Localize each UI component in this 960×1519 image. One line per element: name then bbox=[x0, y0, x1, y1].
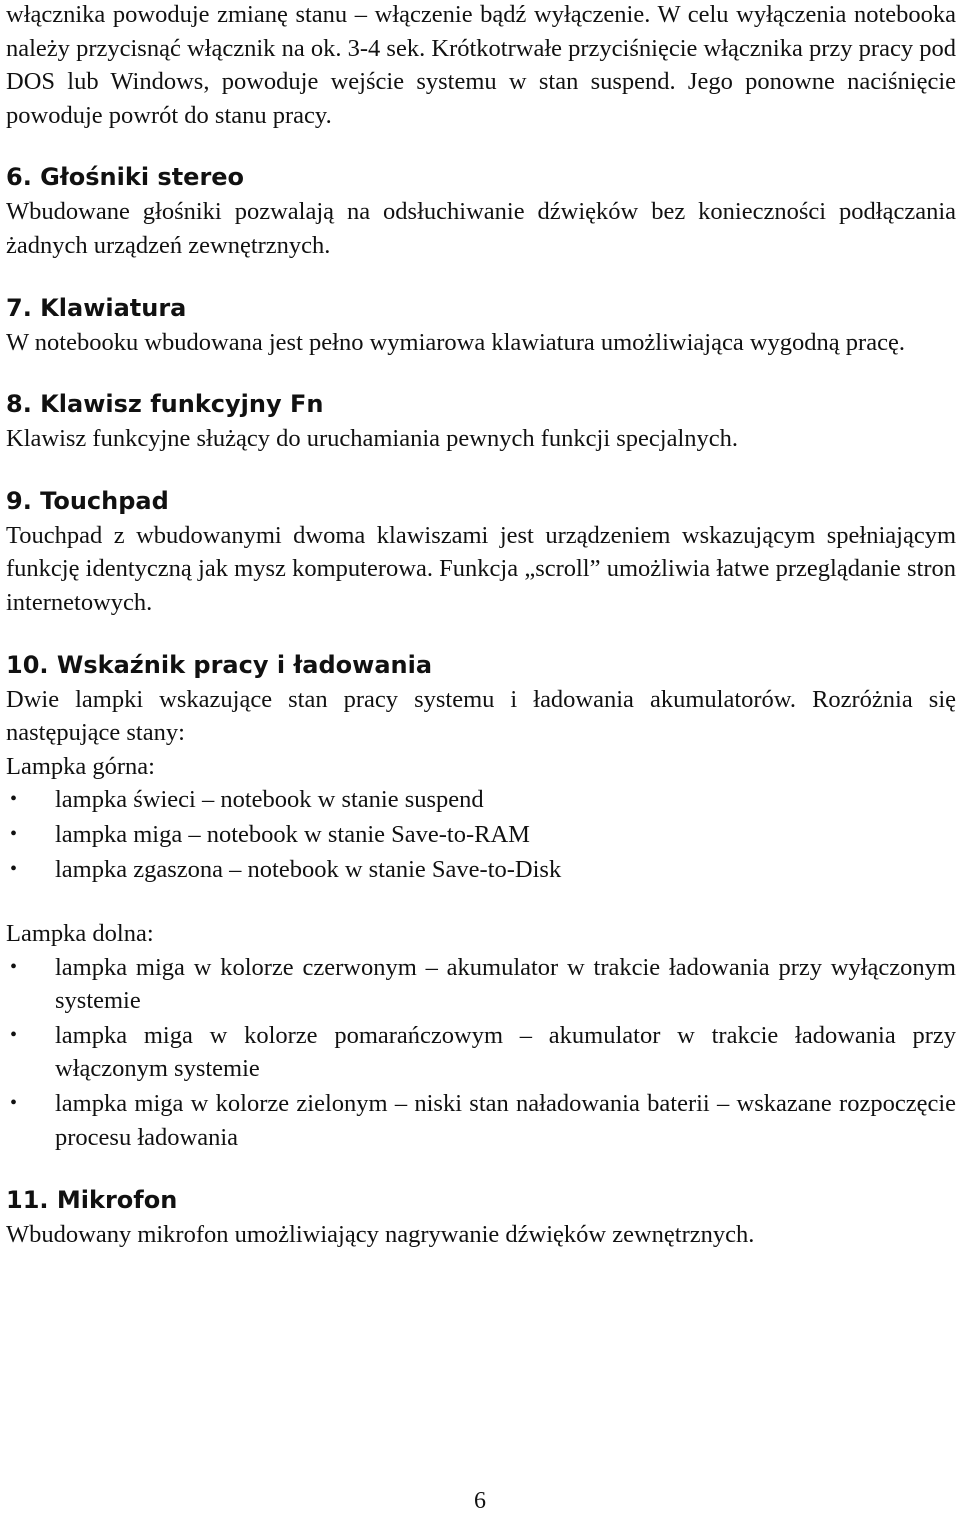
section-body-fn-key: Klawisz funkcyjne służący do uruchamiania pewnych funkcji specjalnych. bbox=[6, 425, 739, 453]
document-page bbox=[6, 0, 956, 1252]
list-item-text: lampka miga w kolorze pomarańczowym – akumulator w trakcie ładowania przy włączonym systemie bbox=[55, 1021, 956, 1083]
section-body-indicators: Dwie lampki wskazujące stan pracy systemu i ładowania akumulatorów. Rozróżnia się następujące stany: bbox=[6, 685, 956, 747]
section-heading-touchpad: 9. Touchpad bbox=[6, 486, 169, 515]
section-heading-indicators: 10. Wskaźnik pracy i ładowania bbox=[6, 650, 433, 679]
section-heading-keyboard: 7. Klawiatura bbox=[6, 293, 187, 322]
list-item-text: lampka miga w kolorze zielonym – niski stan naładowania baterii – wskazane rozpoczęcie procesu ładowania bbox=[55, 1090, 956, 1151]
bullet-icon: • bbox=[10, 1092, 18, 1115]
section-heading-fn-key: 8. Klawisz funkcyjny Fn bbox=[6, 390, 324, 419]
list-item bbox=[6, 783, 956, 817]
section-body-touchpad: Touchpad z wbudowanymi dwoma klawiszami jest urządzeniem wskazującym spełniającym funkcję identyczną jak mysz komputerowa. Funkcja „scroll” umożliwia łatwe przeglądanie stron internetowych. bbox=[6, 521, 956, 616]
list-item-text: lampka zgaszona – notebook w stanie Save-to-Disk bbox=[55, 855, 562, 883]
bullet-icon: • bbox=[10, 955, 18, 978]
bullet-icon: • bbox=[10, 822, 18, 845]
section-heading-speakers: 6. Głośniki stereo bbox=[6, 163, 245, 192]
bullet-icon: • bbox=[10, 1023, 18, 1046]
page-number: 6 bbox=[474, 1488, 486, 1514]
section-heading-microphone: 11. Mikrofon bbox=[6, 1186, 178, 1215]
bullet-icon: • bbox=[10, 788, 18, 811]
section-body-keyboard: W notebooku wbudowana jest pełno wymiarowa klawiatura umożliwiająca wygodną pracę. bbox=[6, 328, 905, 356]
section-body-speakers: Wbudowane głośniki pozwalają na odsłuchiwanie dźwięków bez konieczności podłączania żadnych urządzeń zewnętrznych. bbox=[6, 198, 956, 259]
upper-lamp-label: Lampka górna: bbox=[6, 752, 155, 780]
list-item-text: lampka miga w kolorze czerwonym – akumulator w trakcie ładowania przy wyłączonym systemie bbox=[55, 953, 956, 1015]
list-item bbox=[6, 1019, 956, 1086]
lower-lamp-label: Lampka dolna: bbox=[6, 920, 154, 948]
bullet-icon: • bbox=[10, 857, 18, 880]
list-item bbox=[6, 853, 956, 887]
list-item bbox=[6, 818, 956, 852]
upper-lamp-list bbox=[6, 783, 956, 886]
list-item bbox=[6, 951, 956, 1018]
lower-lamp-list bbox=[6, 951, 956, 1155]
intro-paragraph: włącznika powoduje zmianę stanu – włączenie bądź wyłączenie. W celu wyłączenia notebooka należy przycisnąć włącznik na ok. 3-4 sek. Krótkotrwałe przyciśnięcie włącznika przy pracy pod DOS lub Windows, powoduje wejście systemu w stan suspend. Jego ponowne naciśnięcie powoduje powrót do stanu pracy. bbox=[6, 1, 956, 129]
list-item-text: lampka świeci – notebook w stanie suspend bbox=[55, 786, 484, 814]
list-item-text: lampka miga – notebook w stanie Save-to-RAM bbox=[55, 820, 530, 848]
section-body-microphone: Wbudowany mikrofon umożliwiający nagrywanie dźwięków zewnętrznych. bbox=[6, 1221, 755, 1249]
list-item bbox=[6, 1087, 956, 1154]
